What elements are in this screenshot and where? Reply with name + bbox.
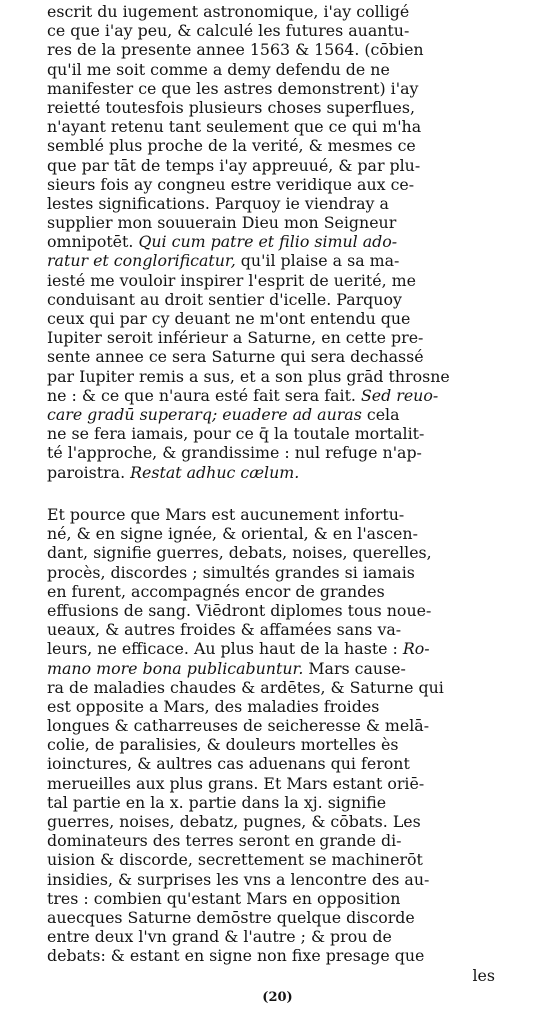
text-line — [47, 271, 495, 290]
latin-quotation: ratur et conglorificatur, — [47, 251, 236, 271]
text-segment: conduisant au droit sentier d'icelle. Parquoy — [47, 289, 402, 309]
text-segment: omnipotēt. — [47, 232, 139, 252]
text-line — [47, 793, 495, 812]
text-line — [47, 754, 495, 773]
text-line — [47, 443, 495, 462]
text-line — [47, 60, 495, 79]
text-line — [47, 697, 495, 716]
text-segment: Iupiter seroit inférieur a Saturne, en cette pre- — [47, 328, 424, 348]
text-segment: té l'approche, & grandissime : nul refuge n'ap- — [47, 443, 422, 463]
text-segment: cela — [361, 404, 400, 424]
text-segment: merueilles aux plus grans. Et Mars estant oriē- — [47, 773, 425, 793]
text-segment: escrit du iugement astronomique, i'ay colligé — [47, 2, 410, 21]
text-segment: tal partie en la x. partie dans la xj. signifie — [47, 792, 387, 812]
text-line — [47, 966, 495, 985]
text-segment: sieurs fois ay congneu estre veridique aux ce- — [47, 174, 415, 194]
text-line — [47, 870, 495, 889]
text-line — [47, 524, 495, 543]
text-segment: effusions de sang. Viēdront diplomes tous noue- — [47, 600, 432, 620]
text-line — [47, 889, 495, 908]
text-segment: ne se fera iamais, pour ce q̄ la toutale mortalit- — [47, 424, 425, 444]
text-line — [47, 505, 495, 524]
text-segment: leurs, ne efficace. Au plus haut de la haste : — [47, 639, 403, 659]
text-segment: ce que i'ay peu, & calculé les futures auantu- — [47, 21, 410, 41]
text-line — [47, 290, 495, 309]
text-line — [47, 117, 495, 136]
text-segment: Mars cause- — [303, 658, 406, 678]
text-segment: res de la presente annee 1563 & 1564. (cōbien — [47, 40, 424, 60]
text-segment: semblé plus proche de la verité, & mesmes ce — [47, 136, 416, 156]
paragraph-mars-prognostication — [47, 505, 495, 985]
text-segment: par Iupiter remis a sus, et a son plus grād throsne — [47, 366, 450, 386]
text-segment: qu'il plaise a sa ma- — [235, 251, 400, 271]
text-segment: n'ayant retenu tant seulement que ce qui m'ha — [47, 117, 422, 137]
text-line — [47, 194, 495, 213]
text-segment: supplier mon souuerain Dieu mon Seigneur — [47, 213, 397, 233]
text-line — [47, 582, 495, 601]
text-line — [47, 156, 495, 175]
text-segment: Et pource que Mars est aucunement infortu- — [47, 505, 405, 524]
text-line — [47, 620, 495, 639]
text-segment: les — [472, 965, 495, 985]
latin-quotation: Sed reuo- — [360, 385, 439, 405]
text-line — [47, 424, 495, 443]
text-line — [47, 2, 495, 21]
text-line — [47, 774, 495, 793]
text-line — [47, 601, 495, 620]
text-segment: en furent, accompagnés encor de grandes — [47, 581, 385, 601]
text-segment: insidies, & surprises les vns a lencontre des au- — [47, 869, 430, 889]
text-segment: ioinctures, & aultres cas aduenans qui feront — [47, 754, 410, 774]
text-segment: iesté me vouloir inspirer l'esprit de uerité, me — [47, 270, 416, 290]
latin-quotation: Restat adhuc cælum. — [130, 462, 300, 482]
text-segment: guerres, noises, debatz, pugnes, & cōbats. Les — [47, 812, 421, 831]
text-line — [47, 927, 495, 946]
text-line — [47, 79, 495, 98]
text-segment: sente annee ce sera Saturne qui sera dechassé — [47, 347, 424, 367]
text-line — [47, 678, 495, 697]
text-segment: est opposite a Mars, des maladies froides — [47, 696, 380, 716]
text-line — [47, 175, 495, 194]
text-line — [47, 98, 495, 117]
text-segment: qu'il me soit comme a demy defendu de ne — [47, 59, 390, 79]
text-segment: longues & catharreuses de seicheresse & melā- — [47, 716, 430, 736]
text-segment: tres : combien qu'estant Mars en opposition — [47, 888, 401, 908]
text-line — [47, 463, 495, 482]
text-segment: que par tāt de temps i'ay appreuué, & par plu- — [47, 155, 421, 175]
text-line — [47, 850, 495, 869]
text-line — [47, 328, 495, 347]
text-segment: manifester ce que les astres demonstrent) i'ay — [47, 78, 419, 98]
text-line — [47, 639, 495, 658]
text-segment: entre deux l'vn grand & l'autre ; & prou de — [47, 927, 392, 947]
text-segment: ne : & ce que n'aura esté fait sera fait. — [47, 385, 361, 405]
text-segment: paroistra. — [47, 462, 131, 482]
text-segment: uision & discorde, secrettement se machinerōt — [47, 850, 423, 870]
text-line — [47, 213, 495, 232]
latin-quotation: Qui cum patre et filio simul ado- — [138, 232, 398, 252]
latin-quotation: Ro- — [402, 639, 430, 659]
text-line — [47, 136, 495, 155]
text-line — [47, 251, 495, 270]
text-segment: dant, signifie guerres, debats, noises, querelles, — [47, 543, 432, 563]
text-line — [47, 735, 495, 754]
text-line — [47, 831, 495, 850]
text-segment: auecques Saturne demōstre quelque discorde — [47, 907, 415, 927]
text-line — [47, 40, 495, 59]
text-segment: ra de maladies chaudes & ardētes, & Saturne qui — [47, 677, 444, 697]
text-segment: né, & en signe ignée, & oriental, & en l'ascen- — [47, 524, 418, 544]
text-line — [47, 232, 495, 251]
text-line — [47, 908, 495, 927]
text-line — [47, 563, 495, 582]
text-line — [47, 659, 495, 678]
text-segment: ceux qui par cy deuant ne m'ont entendu que — [47, 309, 411, 328]
text-segment: colie, de paralisies, & douleurs mortelles ès — [47, 735, 399, 755]
text-line — [47, 386, 495, 405]
text-segment: reietté toutesfois plusieurs choses superflues, — [47, 97, 416, 117]
text-line — [47, 405, 495, 424]
paragraph-astrological-preface — [47, 2, 495, 482]
text-segment: ueaux, & autres froides & affamées sans va- — [47, 620, 402, 640]
latin-quotation: mano more bona publicabuntur. — [47, 658, 304, 678]
text-line — [47, 347, 495, 366]
text-line — [47, 367, 495, 386]
text-line — [47, 716, 495, 735]
text-segment: procès, discordes ; simultés grandes si iamais — [47, 562, 415, 582]
text-line — [47, 543, 495, 562]
text-line — [47, 21, 495, 40]
text-segment: dominateurs des terres seront en grande di- — [47, 831, 402, 851]
text-line — [47, 812, 495, 831]
latin-quotation: care gradū superarq; euadere ad auras — [47, 404, 362, 424]
text-segment: lestes significations. Parquoy ie viendray a — [47, 193, 389, 213]
text-line — [47, 309, 495, 328]
page-number: (20) — [262, 990, 293, 1005]
text-segment: debats: & estant en signe non fixe presage que — [47, 946, 425, 966]
text-line — [47, 946, 495, 965]
